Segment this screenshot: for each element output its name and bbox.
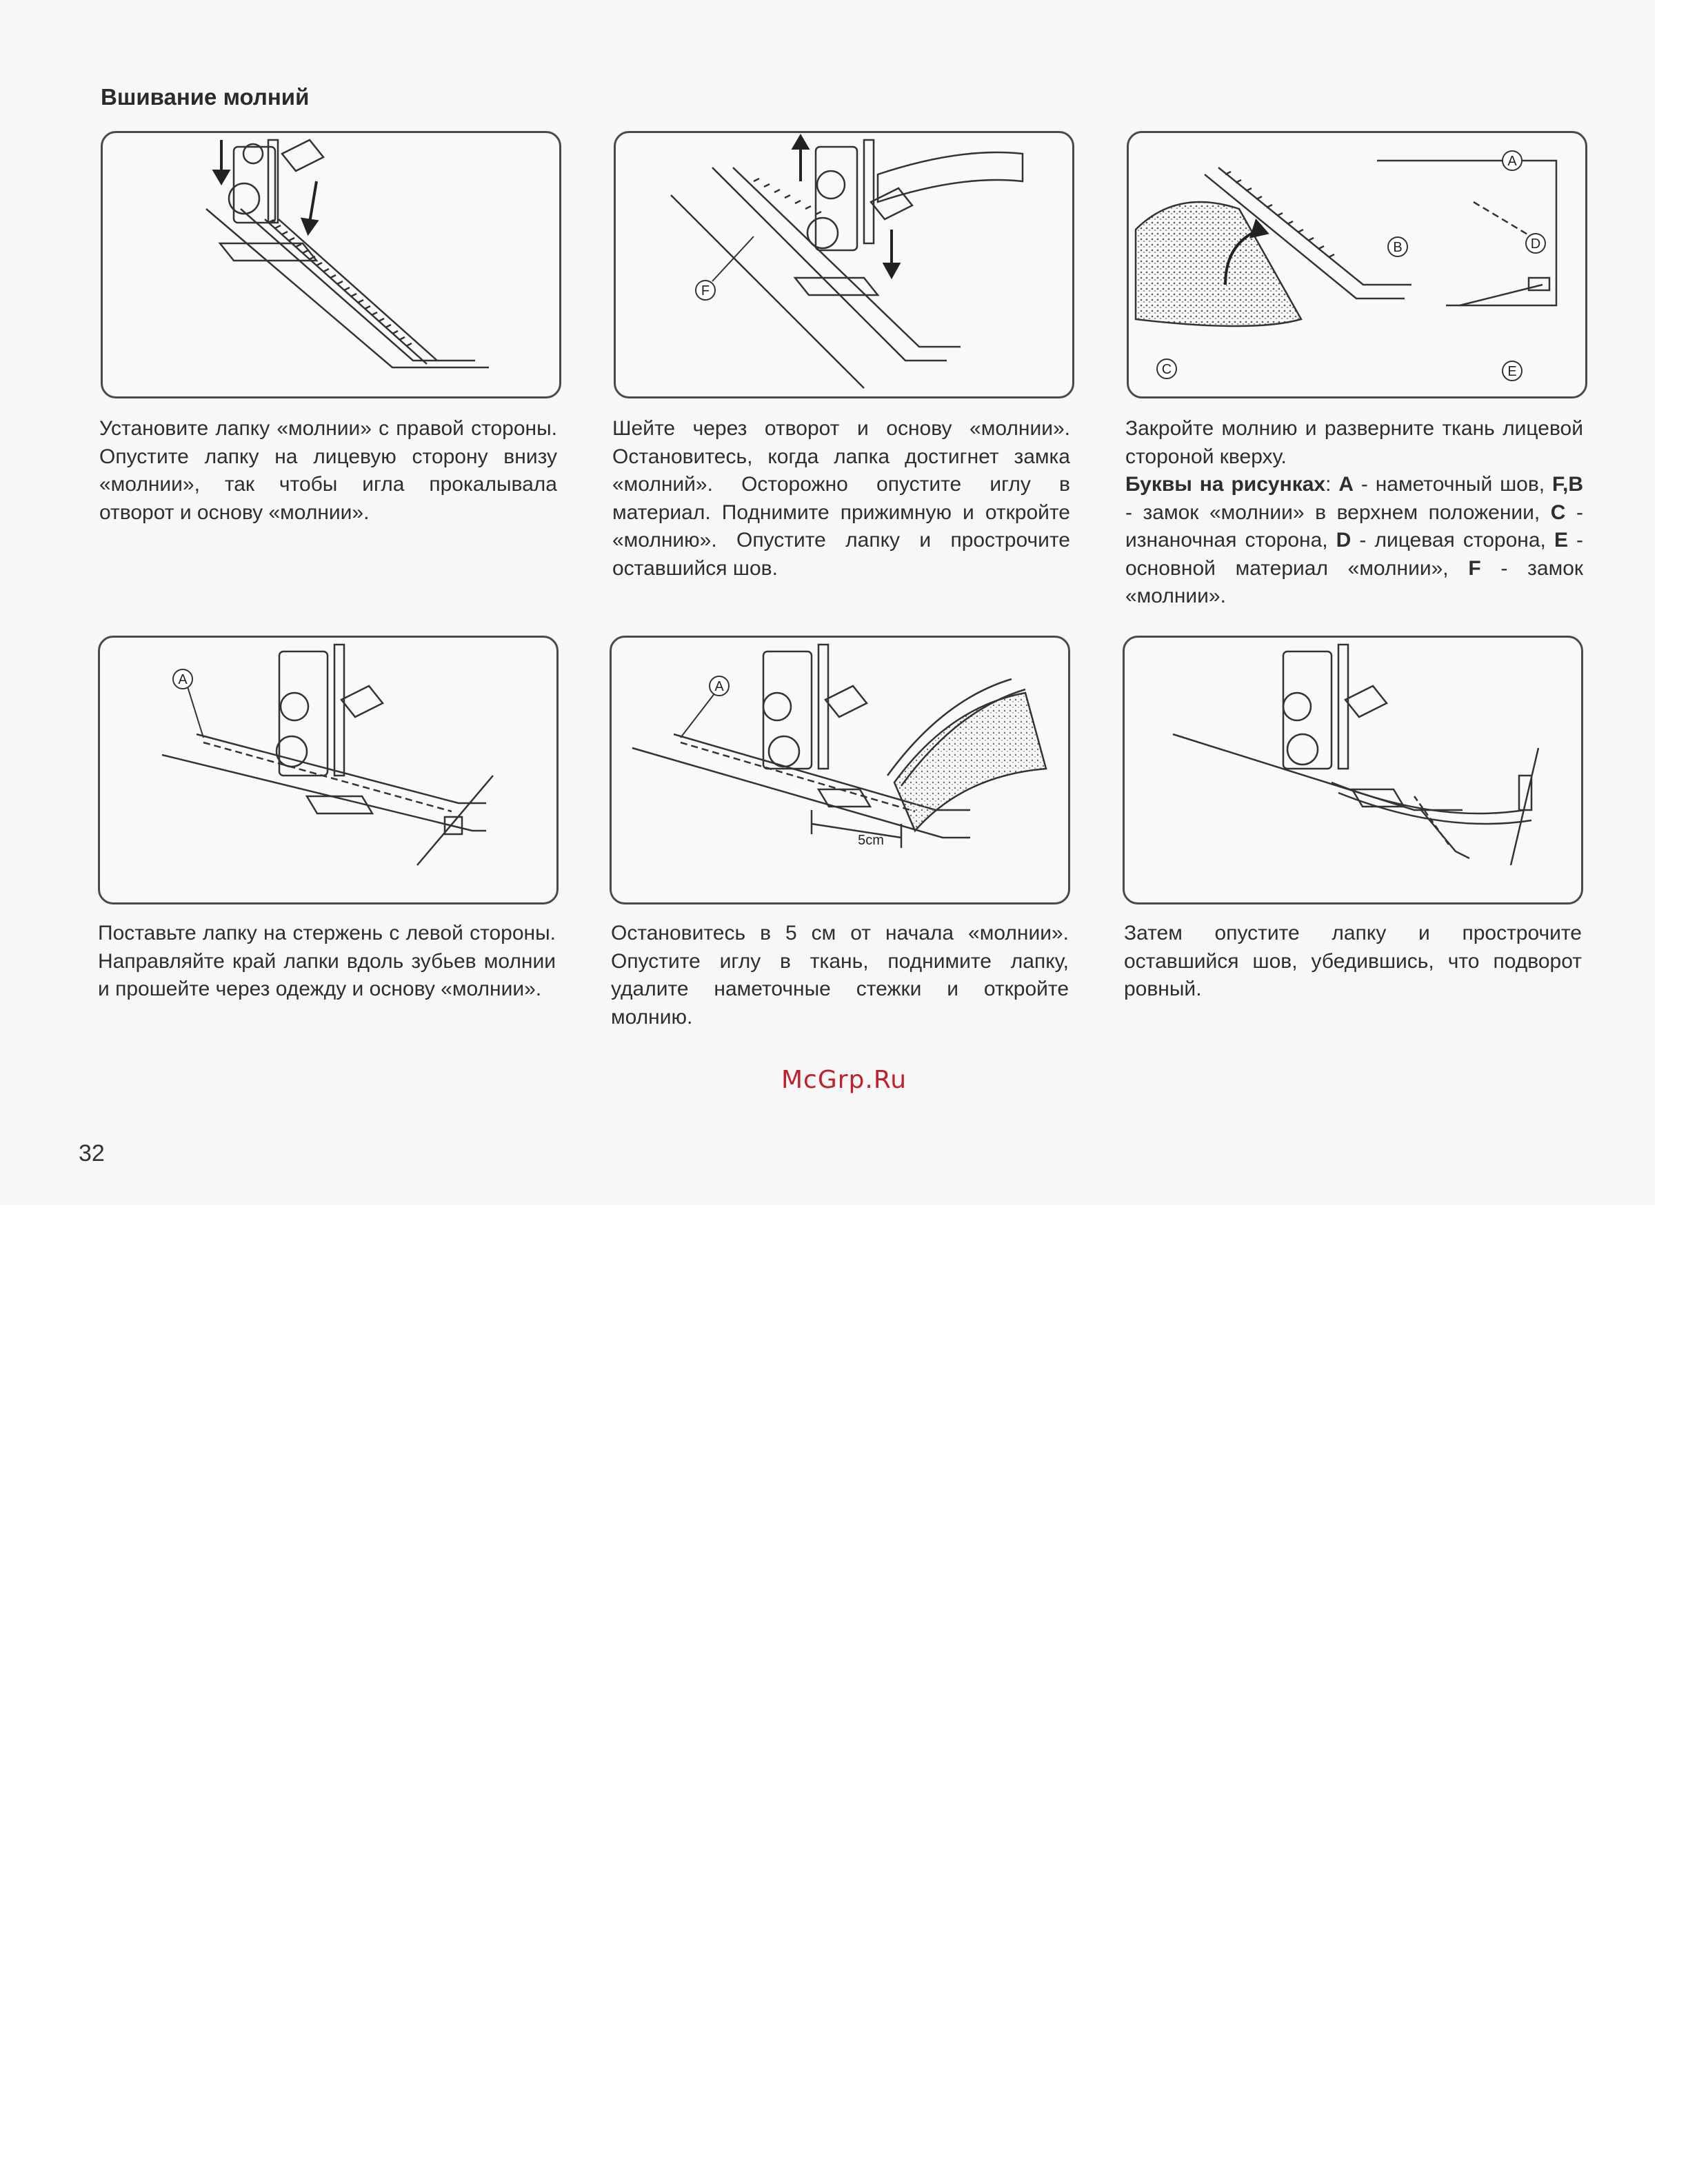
legend-key-fb: F,B bbox=[1552, 473, 1583, 496]
legend-desc-a: наметочный шов, bbox=[1375, 473, 1545, 496]
figure-step-2 bbox=[614, 131, 1074, 398]
illustration-presser-foot-lowering bbox=[103, 133, 559, 396]
callout-b: B bbox=[1393, 240, 1403, 255]
figure-step-5 bbox=[610, 636, 1070, 904]
callout-f: F bbox=[701, 283, 710, 299]
illustration-sewing-to-slider bbox=[616, 133, 1072, 396]
illustration-stop-5cm bbox=[612, 638, 1068, 902]
figure-step-1 bbox=[101, 131, 561, 398]
figure-step-6 bbox=[1123, 636, 1583, 904]
legend-key-d: D bbox=[1336, 529, 1352, 552]
legend-key-f: F bbox=[1468, 556, 1481, 580]
callout-a: A bbox=[1507, 154, 1517, 169]
page-title: Вшивание молний bbox=[101, 84, 310, 110]
legend-key-a: A bbox=[1338, 473, 1354, 496]
watermark: McGrp.Ru bbox=[781, 1066, 907, 1094]
callout-a: A bbox=[178, 672, 188, 687]
legend-desc-e: основной материал «молнии», bbox=[1125, 556, 1449, 580]
legend-desc-d: лицевая сторона, bbox=[1374, 529, 1546, 552]
figure-step-3 bbox=[1127, 131, 1587, 398]
step-2-caption: Шейте через отворот и основу «молнии». Остановитесь, когда лапка достигнет замка «молний». Осторожно опустите иглу в материал. Поднимите прижимную и откройте «молнию». Опустите лапку и прострочите оставшийся шов. bbox=[612, 417, 1070, 580]
illustration-finish-seam bbox=[1125, 638, 1581, 902]
legend-key-c: C bbox=[1550, 501, 1566, 524]
legend-key-e: E bbox=[1554, 529, 1568, 552]
callout-e: E bbox=[1507, 364, 1517, 379]
callout-d: D bbox=[1530, 236, 1541, 252]
step-4-caption: Поставьте лапку на стержень с левой стороны. Направляйте край лапки вдоль зубьев молнии и прошейте через одежду и основу «молнии». bbox=[98, 922, 556, 1000]
legend-desc-f: замок «молнии». bbox=[1125, 556, 1583, 607]
step-3-caption: Закройте молнию и разверните ткань лицевой стороной кверху. Буквы на рисунках: A - наметочный шов, F,B - замок «молнии» в верхнем положении, C - изнаночная сторона, D - лицевая сторона, E - основной материал «молнии», F - замок «молнии». bbox=[1125, 417, 1583, 607]
legend-title: Буквы на рисунках bbox=[1125, 473, 1326, 496]
legend-desc-c: изнаночная сторона, bbox=[1125, 529, 1328, 552]
dimension-label: 5cm bbox=[858, 833, 884, 848]
callout-a: A bbox=[714, 679, 724, 694]
step-5-caption: Остановитесь в 5 см от начала «молнии». Опустите иглу в ткань, поднимите лапку, удалите наметочные стежки и откройте молнию. bbox=[611, 922, 1069, 1029]
figure-step-4 bbox=[98, 636, 559, 904]
step-3-text: Закройте молнию и разверните ткань лицевой стороной кверху. bbox=[1125, 417, 1583, 468]
step-6-caption: Затем опустите лапку и прострочите оставшийся шов, убедившись, что подворот ровный. bbox=[1124, 922, 1582, 1000]
step-1-caption: Установите лапку «молнии» с правой стороны. Опустите лапку на лицевую сторону внизу «молнии», так чтобы игла прокалывала отворот и основу «молнии». bbox=[99, 417, 557, 524]
illustration-left-side-foot bbox=[100, 638, 556, 902]
callout-c: C bbox=[1161, 362, 1172, 377]
legend-desc-fb: замок «молнии» в верхнем положении, bbox=[1143, 501, 1540, 524]
illustration-zipper-layout bbox=[1129, 133, 1585, 396]
page-number: 32 bbox=[79, 1140, 105, 1166]
